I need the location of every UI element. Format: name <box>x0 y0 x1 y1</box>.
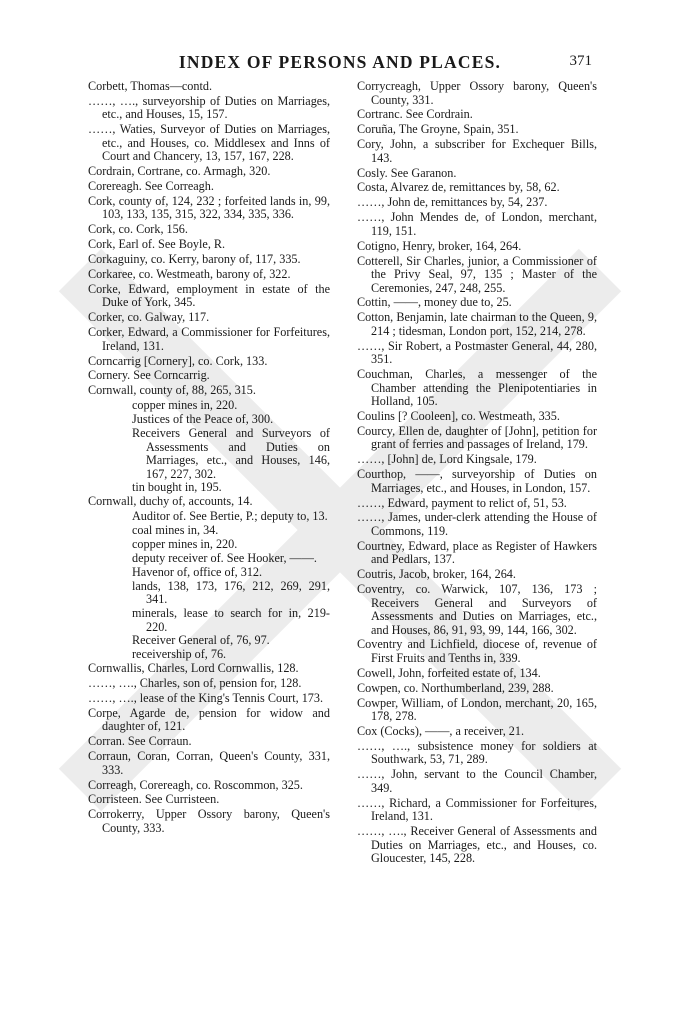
index-entry: Cortranc. See Cordrain. <box>357 107 473 122</box>
index-entry: ……, Sir Robert, a Postmaster General, 44, 280, 351. <box>357 338 597 367</box>
index-entry: Cork, Earl of. See Boyle, R. <box>88 237 226 252</box>
index-column-right <box>357 80 597 867</box>
index-entry: Cornwall, county of, 88, 265, 315. <box>88 383 256 398</box>
index-entry: ……, …., surveyorship of Duties on Marriages, etc., and Houses, 15, 157. <box>88 93 330 122</box>
index-entry: Cordrain, Cortrane, co. Armagh, 320. <box>88 164 271 179</box>
index-entry: Cork, county of, 124, 232 ; forfeited lands in, 99, 103, 133, 135, 315, 322, 334, 335, 336. <box>88 193 330 222</box>
index-entry: Courtney, Edward, place as Register of Hawkers and Pedlars, 137. <box>357 538 597 567</box>
index-subentry: copper mines in, 220. <box>132 398 238 413</box>
index-entry: Corereagh. See Correagh. <box>88 179 214 194</box>
index-entry: ……, John, servant to the Council Chamber, 349. <box>357 767 597 795</box>
index-subentry: Receiver General of, 76, 97. <box>132 633 270 648</box>
index-subentry: Receivers General and Surveyors of Assessments and Duties on Marriages, etc., and Houses, 146, 167, 227, 302. <box>132 426 330 481</box>
index-subentry: deputy receiver of. See Hooker, ——. <box>132 550 317 565</box>
index-subentry: tin bought in, 195. <box>132 480 222 495</box>
index-entry: Cosly. See Garanon. <box>357 165 457 180</box>
index-entry: Cotigno, Henry, broker, 164, 264. <box>357 238 522 253</box>
index-entry: ……, Waties, Surveyor of Duties on Marriages, etc., and Houses, co. Middlesex and Inns of Court and Chancery, 13, 157, 167, 228. <box>88 122 330 164</box>
index-entry: Coulins [? Cooleen], co. Westmeath, 335. <box>357 408 560 423</box>
index-entry: ……, John de, remittances by, 54, 237. <box>357 195 548 210</box>
index-entry: Cowell, John, forfeited estate of, 134. <box>357 665 541 680</box>
index-entry: Cork, co. Cork, 156. <box>88 222 188 237</box>
index-entry: Couchman, Charles, a messenger of the Chamber attending the Plenipotentiaries in Holland, 105. <box>357 367 597 409</box>
index-entry: Courthop, ——, surveyorship of Duties on Marriages, etc., and Houses, in London, 157. <box>357 467 597 495</box>
index-entry: Costa, Alvarez de, remittances by, 58, 62. <box>357 180 560 195</box>
index-entry: ……, …., Charles, son of, pension for, 128. <box>88 676 302 691</box>
index-subentry: minerals, lease to search for in, 219-220. <box>132 606 330 634</box>
index-entry: Coventry, co. Warwick, 107, 136, 173 ; Receivers General and Surveyors of Assessments and Duties on Marriages, etc., and Houses, 86, 91, 93, 99, 144, 166, 302. <box>357 582 597 637</box>
index-entry: Corrycreagh, Upper Ossory barony, Queen's County, 331. <box>357 79 597 107</box>
index-entry: Correagh, Corereagh, co. Roscommon, 325. <box>88 777 303 792</box>
index-subentry: receivership of, 76. <box>132 647 227 662</box>
index-entry: Cory, John, a subscriber for Exchequer Bills, 143. <box>357 137 597 165</box>
index-column-left <box>88 80 330 837</box>
index-subentry: copper mines in, 220. <box>132 536 238 551</box>
index-entry: Corristeen. See Curristeen. <box>88 792 220 807</box>
index-subentry: Justices of the Peace of, 300. <box>132 412 274 427</box>
index-entry: Cornwallis, Charles, Lord Cornwallis, 128. <box>88 661 299 676</box>
index-entry: ……, Edward, payment to relict of, 51, 53. <box>357 495 567 510</box>
index-entry: Cottin, ——, money due to, 25. <box>357 295 512 310</box>
index-entry: ……, …., subsistence money for soldiers at Southwark, 53, 71, 289. <box>357 738 597 767</box>
index-subentry: lands, 138, 173, 176, 212, 269, 291, 341. <box>132 578 330 607</box>
index-entry: ……, …., Receiver General of Assessments and Duties on Marriages, etc., and Houses, co. Gloucester, 145, 228. <box>357 824 597 866</box>
index-entry: Corkaguiny, co. Kerry, barony of, 117, 335. <box>88 252 301 267</box>
index-entry: Cornery. See Corncarrig. <box>88 368 210 383</box>
index-entry: Cornwall, duchy of, accounts, 14. <box>88 494 253 509</box>
index-entry: Cowpen, co. Northumberland, 239, 288. <box>357 680 554 695</box>
page-number: 371 <box>569 53 592 69</box>
index-subentry: Auditor of. See Bertie, P.; deputy to, 13. <box>132 509 328 524</box>
index-entry: Cotton, Benjamin, late chairman to the Queen, 9, 214 ; tidesman, London port, 152, 214, 278. <box>357 310 597 338</box>
index-entry: Corke, Edward, employment in estate of the Duke of York, 345. <box>88 281 330 310</box>
index-entry: ……, …., lease of the King's Tennis Court, 173. <box>88 691 324 705</box>
index-entry: Corpe, Agarde de, pension for widow and daughter of, 121. <box>88 705 330 734</box>
index-entry: Courcy, Ellen de, daughter of [John], petition for grant of ferries and passages of Ireland, 179. <box>357 423 597 452</box>
index-subentry: Havenor of, office of, 312. <box>132 564 263 579</box>
index-entry: Corran. See Corraun. <box>88 734 192 749</box>
index-entry: Corkaree, co. Westmeath, barony of, 322. <box>88 267 291 282</box>
index-entry: Corker, co. Galway, 117. <box>88 310 210 325</box>
index-entry: ……, Richard, a Commissioner for Forfeitures, Ireland, 131. <box>357 795 597 824</box>
index-entry: Corncarrig [Cornery], co. Cork, 133. <box>88 353 268 368</box>
index-entry: ……, [John] de, Lord Kingsale, 179. <box>357 452 537 467</box>
index-entry: Cox (Cocks), ——, a receiver, 21. <box>357 724 525 739</box>
index-entry: ……, James, under-clerk attending the House of Commons, 119. <box>357 510 597 538</box>
index-entry: ……, John Mendes de, of London, merchant, 119, 151. <box>357 210 597 238</box>
index-entry: Corbett, Thomas—contd. <box>88 79 213 93</box>
index-entry: Corker, Edward, a Commissioner for Forfeitures, Ireland, 131. <box>88 325 330 353</box>
index-entry: Coutris, Jacob, broker, 164, 264. <box>357 567 516 582</box>
page-header <box>88 52 592 74</box>
index-entry: Coruña, The Groyne, Spain, 351. <box>357 122 519 137</box>
index-entry: Corrokerry, Upper Ossory barony, Queen's County, 333. <box>88 807 330 835</box>
index-entry: Coventry and Lichfield, diocese of, revenue of First Fruits and Tenths in, 339. <box>357 637 597 665</box>
index-subentry: coal mines in, 34. <box>132 523 219 538</box>
index-entry: Corraun, Coran, Corran, Queen's County, 331, 333. <box>88 749 330 777</box>
page-title: INDEX OF PERSONS AND PLACES. <box>178 52 502 72</box>
index-entry: Cowper, William, of London, merchant, 20, 165, 178, 278. <box>357 695 597 724</box>
index-entry: Cotterell, Sir Charles, junior, a Commissioner of the Privy Seal, 97, 135 ; Master of the Ceremonies, 247, 248, 255. <box>357 253 597 295</box>
